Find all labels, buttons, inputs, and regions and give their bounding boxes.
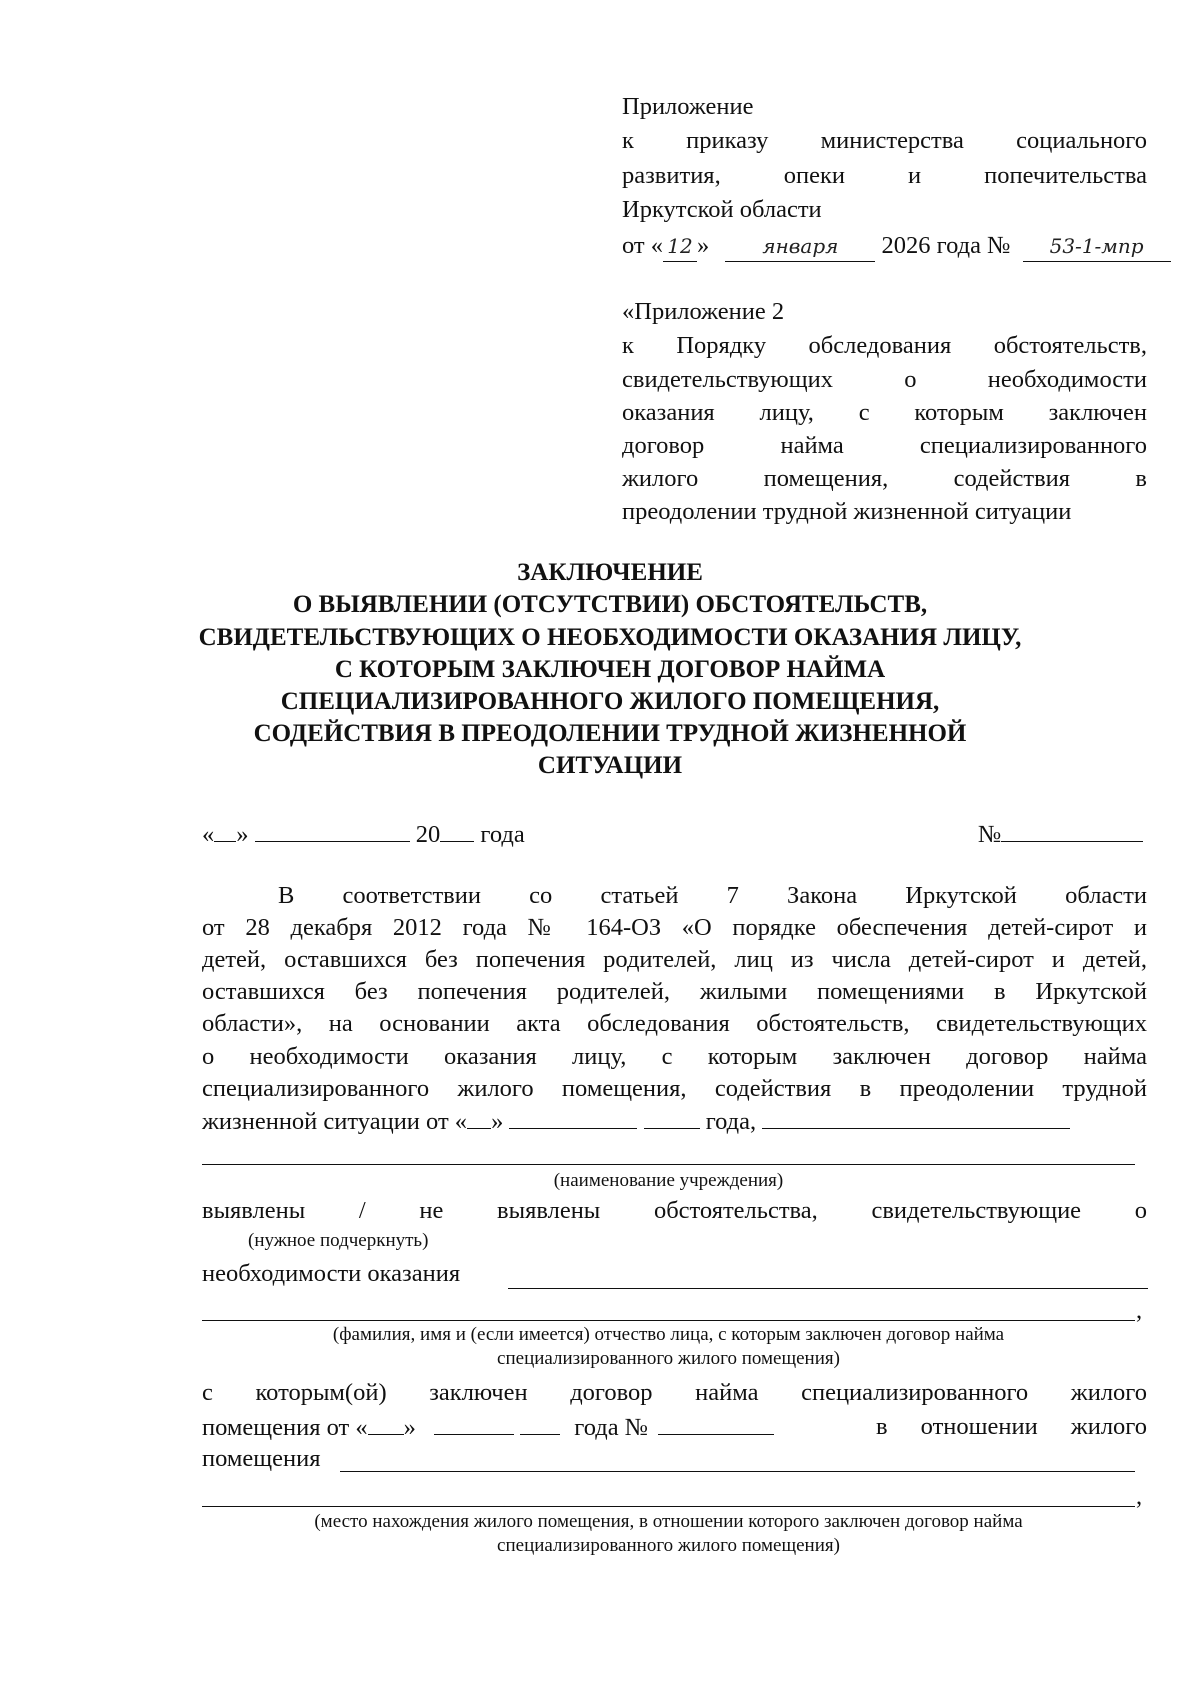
contract-line-1: с которым(ой) заключен договор найма специализированного жилого bbox=[202, 1379, 1147, 1406]
handwritten-day: 12 bbox=[663, 231, 697, 262]
person-comma: , bbox=[1136, 1297, 1143, 1324]
body-line-7: специализированного жилого помещения, содействия в преодолении трудной bbox=[202, 1075, 1147, 1102]
caption-institution: (наименование учреждения) bbox=[553, 1170, 784, 1191]
body-line-1: В соответствии со статьей 7 Закона Иркутской области bbox=[278, 882, 1147, 909]
body-line-4: оставшихся без попечения родителей, жилыми помещениями в Иркутской bbox=[202, 978, 1147, 1005]
doc-title-7: СИТУАЦИИ bbox=[537, 752, 683, 779]
handwritten-order-number: 53-1-мпр bbox=[1023, 231, 1171, 262]
appendix-line-2: к Порядку обследования обстоятельств, bbox=[622, 332, 1147, 359]
body-line-5: области», на основании акта обследования обстоятельств, свидетельствующих bbox=[202, 1010, 1147, 1037]
appendix-line-6: жилого помещения, содействия в bbox=[622, 465, 1147, 492]
caption-underline-needed: (нужное подчеркнуть) bbox=[248, 1230, 429, 1251]
caption-location-1: (место нахождения жилого помещения, в отношении которого заключен договор найма bbox=[314, 1511, 1023, 1532]
doc-title-1: ЗАКЛЮЧЕНИЕ bbox=[517, 559, 703, 586]
caption-person-1: (фамилия, имя и (если имеется) отчество лица, с которым заключен договор найма bbox=[332, 1324, 1005, 1345]
header-line-4: Иркутской области bbox=[622, 196, 822, 223]
premises-line: помещения bbox=[202, 1445, 321, 1472]
body-line-6: о необходимости оказания лицу, с которым заключен договор найма bbox=[202, 1043, 1147, 1070]
doc-title-6: СОДЕЙСТВИЯ В ПРЕОДОЛЕНИИ ТРУДНОЙ ЖИЗНЕННОЙ bbox=[253, 720, 967, 747]
doc-title-3: СВИДЕТЕЛЬСТВУЮЩИХ О НЕОБХОДИМОСТИ ОКАЗАНИЯ ЛИЦУ, bbox=[198, 624, 1022, 651]
body-line-8: жизненной ситуации от « » года, bbox=[202, 1106, 1070, 1137]
conclusion-number: № bbox=[978, 819, 1143, 850]
conclusion-date-line: « » 20 года bbox=[202, 821, 525, 848]
appendix-line-3: свидетельствующих о необходимости bbox=[622, 366, 1147, 393]
caption-location-2: специализированного жилого помещения) bbox=[497, 1535, 840, 1556]
header-line-3: развития, опеки и попечительства bbox=[622, 162, 1147, 189]
body-line-3: детей, оставшихся без попечения родителей, лиц из числа детей-сирот и детей, bbox=[202, 946, 1147, 973]
appendix-line-5: договор найма специализированного bbox=[622, 432, 1147, 459]
necessity-blank bbox=[508, 1288, 1148, 1289]
doc-title-2: О ВЫЯВЛЕНИИ (ОТСУТСТВИИ) ОБСТОЯТЕЛЬСТВ, bbox=[292, 591, 928, 618]
appendix-line-4: оказания лицу, с которым заключен bbox=[622, 399, 1147, 426]
premises-blank bbox=[340, 1471, 1135, 1472]
location-blank bbox=[202, 1506, 1135, 1507]
body-line-2: от 28 декабря 2012 года № 164-ОЗ «О порядке обеспечения детей-сирот и bbox=[202, 914, 1147, 941]
header-line-1: Приложение bbox=[622, 93, 754, 120]
contract-line-2: помещения от « » года № bbox=[202, 1412, 774, 1443]
header-line-2: к приказу министерства социального bbox=[622, 127, 1147, 154]
location-comma: , bbox=[1136, 1483, 1143, 1510]
contract-regarding: в отношении жилого bbox=[876, 1413, 1147, 1440]
caption-person-2: специализированного жилого помещения) bbox=[497, 1348, 840, 1369]
order-date-line: от « 12 » января 2026 года № 53-1-мпр bbox=[622, 231, 1171, 262]
person-blank bbox=[202, 1320, 1135, 1321]
institution-blank bbox=[202, 1164, 1135, 1165]
doc-title-5: СПЕЦИАЛИЗИРОВАННОГО ЖИЛОГО ПОМЕЩЕНИЯ, bbox=[280, 688, 940, 715]
appendix-line-7: преодолении трудной жизненной ситуации bbox=[622, 498, 1072, 525]
handwritten-month: января bbox=[725, 231, 875, 262]
revealed-line: выявлены / не выявлены обстоятельства, свидетельствующие о bbox=[202, 1197, 1147, 1224]
doc-title-4: С КОТОРЫМ ЗАКЛЮЧЕН ДОГОВОР НАЙМА bbox=[334, 656, 886, 683]
appendix-line-1: «Приложение 2 bbox=[622, 298, 785, 325]
necessity-line: необходимости оказания bbox=[202, 1260, 461, 1287]
